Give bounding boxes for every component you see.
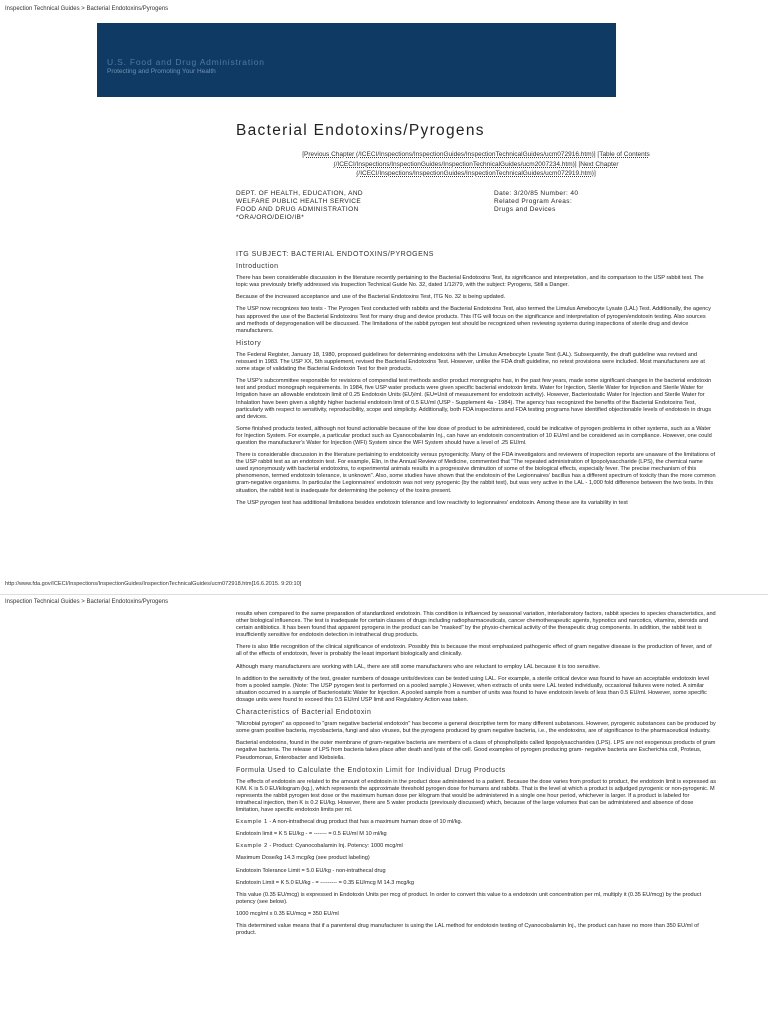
footer-url: http://www.fda.gov/ICECI/Inspections/InspectionGuides/InspectionTechnicalGuides/ucm072918.htm[16.6.2015. 9:20:10]	[5, 581, 302, 587]
subject-heading: ITG SUBJECT: BACTERIAL ENDOTOXINS/PYROGENS	[236, 251, 434, 258]
previous-chapter-link[interactable]: [Previous Chapter (/ICECI/Inspections/InspectionGuides/InspectionTechnicalGuides/ucm072916.htm)]	[302, 151, 596, 158]
example-label: Example 1	[236, 819, 268, 826]
section-heading-formula: Formula Used to Calculate the Endotoxin Limit for Individual Drug Products	[236, 766, 506, 774]
formula-line: 1000 mcg/ml x 0.35 EU/mcg = 350 EU/ml	[236, 910, 339, 917]
next-chapter-link[interactable]: [Next Chapter (/ICECI/Inspections/InspectionGuides/InspectionTechnicalGuides/ucm072919.htm)]	[356, 160, 619, 177]
section-heading-history: History	[236, 339, 262, 347]
paragraph: Bacterial endotoxins, found in the outer membrane of gram-negative bacteria are members of a class of phospholipids called lipopolysaccharides (LPS). LPS are not exogenous products of gram negative bacteria. The release of LPS from bacteria takes place after death and lysis of the cell. Good examples of pyrogen producing gram- negative bacteria are Escherichia coli, Proteus, Pseudomonas, Enterobacter and Klebsiella.	[236, 740, 716, 761]
section-heading-introduction: Introduction	[236, 263, 279, 271]
formula-line: Maximum Dose/kg 14.3 mcg/kg (see product labeling)	[236, 855, 370, 862]
fda-banner[interactable]	[97, 23, 616, 97]
paragraph: The Federal Register, January 18, 1980, proposed guidelines for determining endotoxins with the Limulus Amebocyte Lysate Test (LAL). Subsequently, the draft guideline was revised and reissued in 1983. The USP XX, 5th supplement, revised the Bacterial Endotoxins Test. However, unlike the FDA draft guideline, no retest provisions were included. Most manufacturers are at some stage of validating the Bacterial Endotoxin Test for their products.	[236, 351, 705, 373]
example-label: Example 2	[236, 843, 268, 850]
paragraph: results when compared to the same preparation of standardized endotoxin. This condition is influenced by seasonal variation, interlaboratory factors, rabbit species to species characteristics, and other biological influences. The test is inadequate for certain classes of drugs including radiopharmaceuticals, cancer chemotherapeutic agents, hypnotics and narcotics, vitamins, steroids and certain antibiotics. It has been found that apparent pyrogens in the product can be "masked" by the physio-chemical activity of the therapeutic drug components. In addition, the rabbit test is insufficiently sensitive for endotoxin detection in intrathecal drug products.	[236, 611, 716, 639]
paragraph: This value (0.35 EU/mcg) is expressed in Endotoxin Units per mcg of product. In order to convert this value to a endotoxin unit concentration per ml, multiply it (0.35 EU/mcg) by the product potency (see below).	[236, 891, 702, 905]
banner-org-name: U.S. Food and Drug Administration	[107, 57, 265, 67]
dept-line: WELFARE PUBLIC HEALTH SERVICE	[236, 198, 362, 205]
formula-line: Endotoxin Tolerance Limit = 5.0 EU/kg - non-intrathecal drug	[236, 867, 386, 874]
paragraph: The effects of endotoxin are related to the amount of endotoxin in the product dose administered to a patient. Because the dose varies from product to product, the endotoxin limit is expressed as K/M. K is 5.0 EU/kilogram (kg.), which represents the approximate threshold pyrogen dose for humans and rabbits. That is the level at which a product is adjudged pyrogenic or non-pyrogenic. M represents the rabbit pyrogen test dose or the maximum human dose per kilogram that would be administered in a single one hour period, whichever is larger. If a product is labeled for intrathecal injection, then K is 0.2 EU/kg. However, there are 5 water products (previously discussed) which, because of the large volumes that can be administered and absence of dose limitation, have specific endotoxin limits per ml.	[236, 778, 717, 814]
breadcrumb: Inspection Technical Guides > Bacterial Endotoxins/Pyrogens	[5, 6, 169, 12]
paragraph: Some finished products tested, although not found actionable because of the low dose of product to be administered, could be indicative of pyrogen problems in other systems, such as a Water for Injection System. For example, a particular product such as Cyanocobalamin Inj., can have an endotoxin concentration of 10 EU/ml and be considered as in compliance. However, one could question the manufacturer's Water for Injection (WFI) System since the WFI System should have a level of .25 EU/ml.	[236, 425, 712, 446]
page1-body	[236, 247, 716, 512]
paragraph: The USP's subcommittee responsible for revisions of compendial test methods and/or product monographs has, in the past few years, made some significant changes in the bacterial endotoxin test and product monograph requirements. In 1984, five USP water products were given specific bacterial endotoxin limits. Water for Injection, Sterile Water for Injection and Sterile Water for Irrigation have an allowable endotoxin limit of 0.25 Endotoxin Units (EU)/ml. (EU=Unit of measurement for endotoxin activity). However, Bacteriostatic Water for Injection and Sterile Water for Inhalation have been given a slightly higher bacterial endotoxin limit of 0.5 EU/ml (USP - Supplement 4a - 1984). The agency has recognized the benefits of the Bacterial Endotoxins Test, particularly with respect to sensitivity, reproducibility, scope and simplicity. Additionally, both FDA inspections and FDA testing programs have identified objectionable levels of endotoxin in drugs and devices.	[236, 378, 712, 420]
paragraph: "Microbial pyrogen" as opposed to "gram negative bacterial endotoxin" has become a general descriptive term for many different substances. However, pyrogenic substances can be produced by some gram positive bacteria, mycobacteria, fungi and also viruses, but the pyrogens produced by gram negative bacteria, i.e., the endotoxins, are of significance to the pharmaceutical industry.	[236, 721, 716, 735]
formula-line: Endotoxin limit = K 5 EU/kg - = ------- = 0.5 EU/ml M 10 ml/kg	[236, 831, 387, 838]
paragraph: There has been considerable discussion in the literature recently pertaining to the Bacterial Endotoxins Test, its significance and interpretation, and its comparison to the USP rabbit test. The topic was previously briefly addressed via Inspection Technical Guide No. 32, dated 1/12/79, with the subject: Pyrogens, Still a Danger.	[236, 275, 704, 289]
breadcrumb-page2: Inspection Technical Guides > Bacterial Endotoxins/Pyrogens	[5, 599, 169, 605]
paragraph: Because of the increased acceptance and use of the Bacterial Endotoxins Test, ITG No. 32 is being updated.	[236, 294, 506, 301]
date-block	[494, 190, 694, 214]
dept-line: DEPT. OF HEALTH, EDUCATION, AND	[236, 190, 364, 197]
example-text: - Product: Cyanocobalamin Inj. Potency: 1000 mcg/ml	[267, 843, 403, 850]
example-paragraph	[236, 819, 716, 826]
table-of-contents-link[interactable]: [Table of Contents (/ICECI/Inspections/InspectionGuides/InspectionTechnicalGuides/ucm2007234.htm)]	[333, 151, 650, 168]
formula-line: Endotoxin Limit = K 5.0 EU/kg - = --------- = 0.35 EU/mcg M 14.3 mcg/kg	[236, 879, 414, 886]
page-title: Bacterial Endotoxins/Pyrogens	[236, 122, 485, 139]
example-text: - A non-intrathecal drug product that has a maximum human dose of 10 ml/kg.	[267, 819, 463, 826]
dept-line: FOOD AND DRUG ADMINISTRATION	[236, 206, 359, 213]
date-line: Related Program Areas:	[494, 198, 573, 205]
paragraph: In addition to the sensitivity of the test, greater numbers of dosage units/devices can be tested using LAL. For example, a sterile critical device was found to have an acceptable endotoxin level from a pooled sample. (Note: The USP pyrogen test is performed on a pooled sample.) However, when extracts of units were LAL tested individually, occasional failures were noted. A similar situation occurred in a sample of Bacteriostatic Water for Injection. A pooled sample from a number of units was found to have endotoxin levels of less than 0.5 EU/ml. However, some specific dosage units were found to exceed this 0.5 EU/ml USP limit and Regulatory Action was taken.	[236, 675, 710, 703]
paragraph: There is also little recognition of the clinical significance of endotoxin. Possibly this is because the most emphasized pathogenic effect of gram negative disease is the production of fever, and of all of the effects of endotoxin, fever is probably the least important biologically and clinically.	[236, 644, 712, 658]
paragraph: There is considerable discussion in the literature pertaining to endotoxicity versus pyrogenicity. Many of the FDA investigators and reviewers of inspection reports are unaware of the limitations of the USP rabbit test as an endotoxin test. For example, Elin, in the Annual Review of Medicine, commented that "The repeated administration of lipopolysaccharide (LPS), the chemical name used synonymously with bacterial endotoxins, to experimental animals results in a progressive diminution of some of the biological effects, especially fever. The precise mechanism of this phenomenon, termed endotoxin tolerance, is unknown". Also, some studies have shown that the endotoxin of the Legionnaires' bacillus has a different spectrum of toxicity than the more common gram-negative organisms. In particular the Legionnaires' endotoxin was not very pyrogenic (by the rabbit test), but was very active in the LAL - 1,000 fold difference between the two tests. In this situation, the rabbit test is inadequate for determining the potency of the toxins present.	[236, 452, 716, 494]
page-divider	[0, 594, 768, 595]
section-heading-characteristics: Characteristics of Bacterial Endotoxin	[236, 709, 372, 717]
date-line: Date: 3/20/85 Number: 40	[494, 190, 579, 197]
example-paragraph	[236, 843, 716, 850]
paragraph: The USP now recognizes two tests - The Pyrogen Test conducted with rabbits and the Bacterial Endotoxins Test, also termed the Limulus Amebocyte Lysate (LAL) Test. Additionally, the agency has approved the use of the Bacterial Endotoxins Test for many drug and device products. This ITG will focus on the significance and interpretation of pyrogen/endotoxin testing. Also sources and methods of depyrogenation will be discussed. The limitations of the rabbit pyrogen test should be recognized when reviewing systems during inspections of sterile drug and device manufacturers.	[236, 306, 711, 334]
paragraph: Although many manufacturers are working with LAL, there are still some manufacturers who are reluctant to employ LAL because it is too sensitive.	[236, 663, 601, 670]
dept-line: *ORA/ORO/DEIO/IB*	[236, 214, 305, 221]
paragraph: The USP pyrogen test has additional limitations besides endotoxin tolerance and low reactivity to legionnaires' endotoxin. Among these are its variability in test	[236, 499, 628, 506]
department-block	[236, 190, 476, 222]
page2-body	[236, 611, 716, 942]
paragraph: This determined value means that if a parenteral drug manufacturer is using the LAL method for endotoxin testing of Cyanocobalamin Inj., the product can have no more than 350 EU/ml of product.	[236, 923, 699, 937]
date-line: Drugs and Devices	[494, 206, 556, 213]
banner-tagline: Protecting and Promoting Your Health	[107, 68, 216, 75]
chapter-nav	[236, 150, 716, 179]
